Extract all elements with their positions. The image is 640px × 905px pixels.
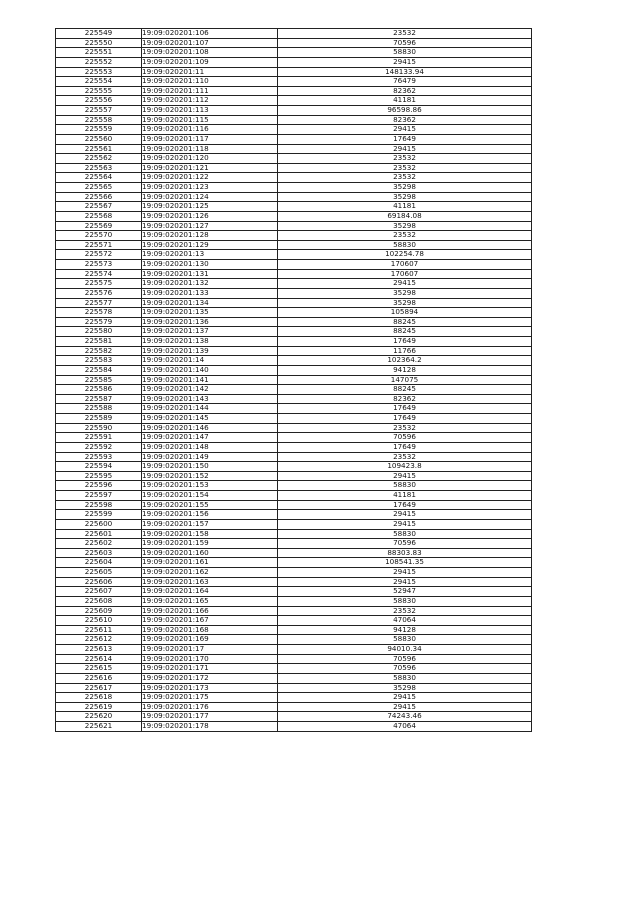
row-number-cell: 225598 xyxy=(56,500,142,510)
table-row xyxy=(56,96,532,106)
cadastral-number-cell: 19:09:020201:120 xyxy=(142,154,278,164)
value-cell: 23532 xyxy=(278,154,532,164)
table-row xyxy=(56,279,532,289)
table-row xyxy=(56,38,532,48)
row-number-cell: 225602 xyxy=(56,539,142,549)
table-row xyxy=(56,202,532,212)
value-cell: 23532 xyxy=(278,452,532,462)
row-number-cell: 225582 xyxy=(56,346,142,356)
cadastral-number-cell: 19:09:020201:166 xyxy=(142,606,278,616)
cadastral-number-cell: 19:09:020201:124 xyxy=(142,192,278,202)
row-number-cell: 225608 xyxy=(56,596,142,606)
cadastral-number-cell: 19:09:020201:132 xyxy=(142,279,278,289)
value-cell: 17649 xyxy=(278,337,532,347)
row-number-cell: 225550 xyxy=(56,38,142,48)
value-cell: 29415 xyxy=(278,144,532,154)
cadastral-number-cell: 19:09:020201:13 xyxy=(142,250,278,260)
row-number-cell: 225583 xyxy=(56,356,142,366)
table-row xyxy=(56,183,532,193)
row-number-cell: 225614 xyxy=(56,654,142,664)
cadastral-number-cell: 19:09:020201:129 xyxy=(142,240,278,250)
cadastral-number-cell: 19:09:020201:110 xyxy=(142,77,278,87)
row-number-cell: 225604 xyxy=(56,558,142,568)
table-row xyxy=(56,115,532,125)
table-row xyxy=(56,635,532,645)
row-number-cell: 225599 xyxy=(56,510,142,520)
value-cell: 105894 xyxy=(278,308,532,318)
value-cell: 17649 xyxy=(278,134,532,144)
row-number-cell: 225559 xyxy=(56,125,142,135)
value-cell: 58830 xyxy=(278,481,532,491)
cadastral-number-cell: 19:09:020201:177 xyxy=(142,712,278,722)
row-number-cell: 225606 xyxy=(56,577,142,587)
table-row xyxy=(56,423,532,433)
value-cell: 35298 xyxy=(278,192,532,202)
cadastral-number-cell: 19:09:020201:175 xyxy=(142,693,278,703)
table-row xyxy=(56,606,532,616)
row-number-cell: 225551 xyxy=(56,48,142,58)
value-cell: 29415 xyxy=(278,577,532,587)
table-row xyxy=(56,327,532,337)
table-row xyxy=(56,702,532,712)
row-number-cell: 225571 xyxy=(56,240,142,250)
cadastral-number-cell: 19:09:020201:161 xyxy=(142,558,278,568)
table-body xyxy=(56,29,532,732)
cadastral-number-cell: 19:09:020201:122 xyxy=(142,173,278,183)
value-cell: 47064 xyxy=(278,616,532,626)
value-cell: 58830 xyxy=(278,596,532,606)
value-cell: 70596 xyxy=(278,654,532,664)
value-cell: 94010.34 xyxy=(278,645,532,655)
value-cell: 41181 xyxy=(278,202,532,212)
table-row xyxy=(56,673,532,683)
table-row xyxy=(56,86,532,96)
cadastral-number-cell: 19:09:020201:148 xyxy=(142,442,278,452)
table-row xyxy=(56,269,532,279)
value-cell: 88303.83 xyxy=(278,548,532,558)
value-cell: 82362 xyxy=(278,115,532,125)
table-row xyxy=(56,558,532,568)
row-number-cell: 225590 xyxy=(56,423,142,433)
cadastral-number-cell: 19:09:020201:170 xyxy=(142,654,278,664)
row-number-cell: 225580 xyxy=(56,327,142,337)
cadastral-number-cell: 19:09:020201:159 xyxy=(142,539,278,549)
value-cell: 108541.35 xyxy=(278,558,532,568)
row-number-cell: 225595 xyxy=(56,471,142,481)
table-row xyxy=(56,433,532,443)
cadastral-number-cell: 19:09:020201:118 xyxy=(142,144,278,154)
value-cell: 17649 xyxy=(278,404,532,414)
row-number-cell: 225605 xyxy=(56,568,142,578)
value-cell: 70596 xyxy=(278,664,532,674)
value-cell: 102254.78 xyxy=(278,250,532,260)
value-cell: 23532 xyxy=(278,423,532,433)
cadastral-number-cell: 19:09:020201:131 xyxy=(142,269,278,279)
row-number-cell: 225613 xyxy=(56,645,142,655)
cadastral-number-cell: 19:09:020201:176 xyxy=(142,702,278,712)
value-cell: 74243.46 xyxy=(278,712,532,722)
cadastral-number-cell: 19:09:020201:136 xyxy=(142,317,278,327)
cadastral-number-cell: 19:09:020201:149 xyxy=(142,452,278,462)
value-cell: 102364.2 xyxy=(278,356,532,366)
row-number-cell: 225565 xyxy=(56,183,142,193)
cadastral-number-cell: 19:09:020201:144 xyxy=(142,404,278,414)
cadastral-number-cell: 19:09:020201:140 xyxy=(142,365,278,375)
table-row xyxy=(56,404,532,414)
value-cell: 41181 xyxy=(278,96,532,106)
table-row xyxy=(56,260,532,270)
cadastral-number-cell: 19:09:020201:117 xyxy=(142,134,278,144)
row-number-cell: 225562 xyxy=(56,154,142,164)
cadastral-number-cell: 19:09:020201:109 xyxy=(142,57,278,67)
cadastral-number-cell: 19:09:020201:160 xyxy=(142,548,278,558)
cadastral-number-cell: 19:09:020201:108 xyxy=(142,48,278,58)
value-cell: 29415 xyxy=(278,471,532,481)
value-cell: 29415 xyxy=(278,279,532,289)
row-number-cell: 225560 xyxy=(56,134,142,144)
cadastral-number-cell: 19:09:020201:146 xyxy=(142,423,278,433)
cadastral-number-cell: 19:09:020201:134 xyxy=(142,298,278,308)
cadastral-number-cell: 19:09:020201:163 xyxy=(142,577,278,587)
cadastral-number-cell: 19:09:020201:130 xyxy=(142,260,278,270)
row-number-cell: 225619 xyxy=(56,702,142,712)
table-row xyxy=(56,645,532,655)
value-cell: 94128 xyxy=(278,625,532,635)
row-number-cell: 225607 xyxy=(56,587,142,597)
table-row xyxy=(56,67,532,77)
table-row xyxy=(56,356,532,366)
row-number-cell: 225576 xyxy=(56,288,142,298)
value-cell: 170607 xyxy=(278,260,532,270)
cadastral-number-cell: 19:09:020201:127 xyxy=(142,221,278,231)
row-number-cell: 225561 xyxy=(56,144,142,154)
row-number-cell: 225577 xyxy=(56,298,142,308)
row-number-cell: 225575 xyxy=(56,279,142,289)
cadastral-number-cell: 19:09:020201:158 xyxy=(142,529,278,539)
row-number-cell: 225597 xyxy=(56,491,142,501)
cadastral-number-cell: 19:09:020201:138 xyxy=(142,337,278,347)
table-row xyxy=(56,231,532,241)
value-cell: 17649 xyxy=(278,414,532,424)
table-row xyxy=(56,596,532,606)
cadastral-number-cell: 19:09:020201:154 xyxy=(142,491,278,501)
cadastral-number-cell: 19:09:020201:169 xyxy=(142,635,278,645)
row-number-cell: 225564 xyxy=(56,173,142,183)
cadastral-number-cell: 19:09:020201:157 xyxy=(142,519,278,529)
value-cell: 170607 xyxy=(278,269,532,279)
table-row xyxy=(56,462,532,472)
table-row xyxy=(56,106,532,116)
row-number-cell: 225581 xyxy=(56,337,142,347)
row-number-cell: 225612 xyxy=(56,635,142,645)
value-cell: 82362 xyxy=(278,86,532,96)
row-number-cell: 225556 xyxy=(56,96,142,106)
value-cell: 29415 xyxy=(278,57,532,67)
value-cell: 11766 xyxy=(278,346,532,356)
table-row xyxy=(56,654,532,664)
cadastral-number-cell: 19:09:020201:111 xyxy=(142,86,278,96)
cadastral-number-cell: 19:09:020201:156 xyxy=(142,510,278,520)
table-row xyxy=(56,385,532,395)
table-row xyxy=(56,722,532,732)
cadastral-number-cell: 19:09:020201:128 xyxy=(142,231,278,241)
row-number-cell: 225572 xyxy=(56,250,142,260)
table-row xyxy=(56,471,532,481)
row-number-cell: 225603 xyxy=(56,548,142,558)
row-number-cell: 225553 xyxy=(56,67,142,77)
row-number-cell: 225593 xyxy=(56,452,142,462)
value-cell: 17649 xyxy=(278,442,532,452)
row-number-cell: 225566 xyxy=(56,192,142,202)
cadastral-number-cell: 19:09:020201:126 xyxy=(142,211,278,221)
row-number-cell: 225601 xyxy=(56,529,142,539)
table-row xyxy=(56,491,532,501)
value-cell: 23532 xyxy=(278,606,532,616)
table-row xyxy=(56,211,532,221)
cadastral-number-cell: 19:09:020201:171 xyxy=(142,664,278,674)
table-row xyxy=(56,163,532,173)
table-row xyxy=(56,577,532,587)
cadastral-number-cell: 19:09:020201:173 xyxy=(142,683,278,693)
row-number-cell: 225569 xyxy=(56,221,142,231)
value-cell: 58830 xyxy=(278,48,532,58)
table-row xyxy=(56,77,532,87)
value-cell: 70596 xyxy=(278,433,532,443)
cadastral-number-cell: 19:09:020201:155 xyxy=(142,500,278,510)
table-row xyxy=(56,394,532,404)
cadastral-number-cell: 19:09:020201:143 xyxy=(142,394,278,404)
value-cell: 52947 xyxy=(278,587,532,597)
value-cell: 35298 xyxy=(278,288,532,298)
cadastral-number-cell: 19:09:020201:135 xyxy=(142,308,278,318)
cadastral-number-cell: 19:09:020201:147 xyxy=(142,433,278,443)
cadastral-number-cell: 19:09:020201:133 xyxy=(142,288,278,298)
table-row xyxy=(56,154,532,164)
value-cell: 82362 xyxy=(278,394,532,404)
value-cell: 69184.08 xyxy=(278,211,532,221)
cadastral-number-cell: 19:09:020201:172 xyxy=(142,673,278,683)
table-row xyxy=(56,481,532,491)
cadastral-number-cell: 19:09:020201:107 xyxy=(142,38,278,48)
cadastral-number-cell: 19:09:020201:153 xyxy=(142,481,278,491)
row-number-cell: 225594 xyxy=(56,462,142,472)
table-row xyxy=(56,519,532,529)
table-row xyxy=(56,346,532,356)
value-cell: 35298 xyxy=(278,683,532,693)
cadastral-number-cell: 19:09:020201:121 xyxy=(142,163,278,173)
value-cell: 23532 xyxy=(278,231,532,241)
cadastral-number-cell: 19:09:020201:137 xyxy=(142,327,278,337)
table-row xyxy=(56,317,532,327)
cadastral-number-cell: 19:09:020201:11 xyxy=(142,67,278,77)
row-number-cell: 225578 xyxy=(56,308,142,318)
row-number-cell: 225600 xyxy=(56,519,142,529)
row-number-cell: 225591 xyxy=(56,433,142,443)
value-cell: 29415 xyxy=(278,125,532,135)
cadastral-number-cell: 19:09:020201:178 xyxy=(142,722,278,732)
value-cell: 17649 xyxy=(278,500,532,510)
table-row xyxy=(56,48,532,58)
table-row xyxy=(56,414,532,424)
table-row xyxy=(56,250,532,260)
table-row xyxy=(56,539,532,549)
cadastral-number-cell: 19:09:020201:17 xyxy=(142,645,278,655)
row-number-cell: 225596 xyxy=(56,481,142,491)
value-cell: 35298 xyxy=(278,298,532,308)
row-number-cell: 225610 xyxy=(56,616,142,626)
table-row xyxy=(56,683,532,693)
cadastral-number-cell: 19:09:020201:152 xyxy=(142,471,278,481)
row-number-cell: 225558 xyxy=(56,115,142,125)
table-row xyxy=(56,500,532,510)
value-cell: 88245 xyxy=(278,327,532,337)
cadastral-number-cell: 19:09:020201:145 xyxy=(142,414,278,424)
row-number-cell: 225592 xyxy=(56,442,142,452)
row-number-cell: 225609 xyxy=(56,606,142,616)
row-number-cell: 225618 xyxy=(56,693,142,703)
value-cell: 58830 xyxy=(278,635,532,645)
cadastral-number-cell: 19:09:020201:116 xyxy=(142,125,278,135)
row-number-cell: 225554 xyxy=(56,77,142,87)
table-row xyxy=(56,29,532,39)
table-row xyxy=(56,529,532,539)
value-cell: 70596 xyxy=(278,539,532,549)
value-cell: 58830 xyxy=(278,240,532,250)
table-row xyxy=(56,365,532,375)
value-cell: 47064 xyxy=(278,722,532,732)
row-number-cell: 225570 xyxy=(56,231,142,241)
row-number-cell: 225611 xyxy=(56,625,142,635)
cadastral-number-cell: 19:09:020201:150 xyxy=(142,462,278,472)
row-number-cell: 225555 xyxy=(56,86,142,96)
table-row xyxy=(56,337,532,347)
value-cell: 23532 xyxy=(278,29,532,39)
table-row xyxy=(56,442,532,452)
cadastral-number-cell: 19:09:020201:139 xyxy=(142,346,278,356)
row-number-cell: 225586 xyxy=(56,385,142,395)
cadastral-number-cell: 19:09:020201:141 xyxy=(142,375,278,385)
cadastral-number-cell: 19:09:020201:123 xyxy=(142,183,278,193)
row-number-cell: 225621 xyxy=(56,722,142,732)
table-row xyxy=(56,568,532,578)
row-number-cell: 225563 xyxy=(56,163,142,173)
cadastral-number-cell: 19:09:020201:14 xyxy=(142,356,278,366)
value-cell: 29415 xyxy=(278,693,532,703)
value-cell: 109423.8 xyxy=(278,462,532,472)
row-number-cell: 225552 xyxy=(56,57,142,67)
value-cell: 58830 xyxy=(278,673,532,683)
row-number-cell: 225568 xyxy=(56,211,142,221)
value-cell: 29415 xyxy=(278,568,532,578)
table-row xyxy=(56,221,532,231)
row-number-cell: 225617 xyxy=(56,683,142,693)
value-cell: 23532 xyxy=(278,163,532,173)
table-row xyxy=(56,134,532,144)
value-cell: 41181 xyxy=(278,491,532,501)
table-row xyxy=(56,712,532,722)
value-cell: 148133.94 xyxy=(278,67,532,77)
table-row xyxy=(56,173,532,183)
value-cell: 35298 xyxy=(278,183,532,193)
cadastral-number-cell: 19:09:020201:112 xyxy=(142,96,278,106)
value-cell: 29415 xyxy=(278,510,532,520)
row-number-cell: 225588 xyxy=(56,404,142,414)
value-cell: 70596 xyxy=(278,38,532,48)
cadastral-number-cell: 19:09:020201:115 xyxy=(142,115,278,125)
row-number-cell: 225584 xyxy=(56,365,142,375)
table-row xyxy=(56,375,532,385)
value-cell: 147075 xyxy=(278,375,532,385)
value-cell: 23532 xyxy=(278,173,532,183)
row-number-cell: 225573 xyxy=(56,260,142,270)
row-number-cell: 225615 xyxy=(56,664,142,674)
table-row xyxy=(56,625,532,635)
table-row xyxy=(56,125,532,135)
table-row xyxy=(56,192,532,202)
value-cell: 96598.86 xyxy=(278,106,532,116)
cadastral-number-cell: 19:09:020201:106 xyxy=(142,29,278,39)
row-number-cell: 225567 xyxy=(56,202,142,212)
cadastral-number-cell: 19:09:020201:167 xyxy=(142,616,278,626)
cadastral-number-cell: 19:09:020201:168 xyxy=(142,625,278,635)
value-cell: 88245 xyxy=(278,317,532,327)
cadastral-number-cell: 19:09:020201:164 xyxy=(142,587,278,597)
cadastral-number-cell: 19:09:020201:125 xyxy=(142,202,278,212)
table-row xyxy=(56,144,532,154)
table-row xyxy=(56,288,532,298)
table-row xyxy=(56,664,532,674)
table-row xyxy=(56,616,532,626)
table-row xyxy=(56,57,532,67)
row-number-cell: 225585 xyxy=(56,375,142,385)
cadastral-value-table xyxy=(55,28,532,732)
table-row xyxy=(56,587,532,597)
row-number-cell: 225549 xyxy=(56,29,142,39)
value-cell: 58830 xyxy=(278,529,532,539)
value-cell: 35298 xyxy=(278,221,532,231)
table-row xyxy=(56,298,532,308)
value-cell: 94128 xyxy=(278,365,532,375)
cadastral-number-cell: 19:09:020201:113 xyxy=(142,106,278,116)
cadastral-number-cell: 19:09:020201:165 xyxy=(142,596,278,606)
value-cell: 29415 xyxy=(278,702,532,712)
value-cell: 88245 xyxy=(278,385,532,395)
table-row xyxy=(56,452,532,462)
row-number-cell: 225579 xyxy=(56,317,142,327)
table-row xyxy=(56,308,532,318)
row-number-cell: 225616 xyxy=(56,673,142,683)
table-row xyxy=(56,548,532,558)
cadastral-number-cell: 19:09:020201:162 xyxy=(142,568,278,578)
row-number-cell: 225574 xyxy=(56,269,142,279)
table-row xyxy=(56,510,532,520)
cadastral-number-cell: 19:09:020201:142 xyxy=(142,385,278,395)
value-cell: 29415 xyxy=(278,519,532,529)
value-cell: 76479 xyxy=(278,77,532,87)
row-number-cell: 225620 xyxy=(56,712,142,722)
table-row xyxy=(56,240,532,250)
row-number-cell: 225589 xyxy=(56,414,142,424)
row-number-cell: 225587 xyxy=(56,394,142,404)
table-row xyxy=(56,693,532,703)
row-number-cell: 225557 xyxy=(56,106,142,116)
